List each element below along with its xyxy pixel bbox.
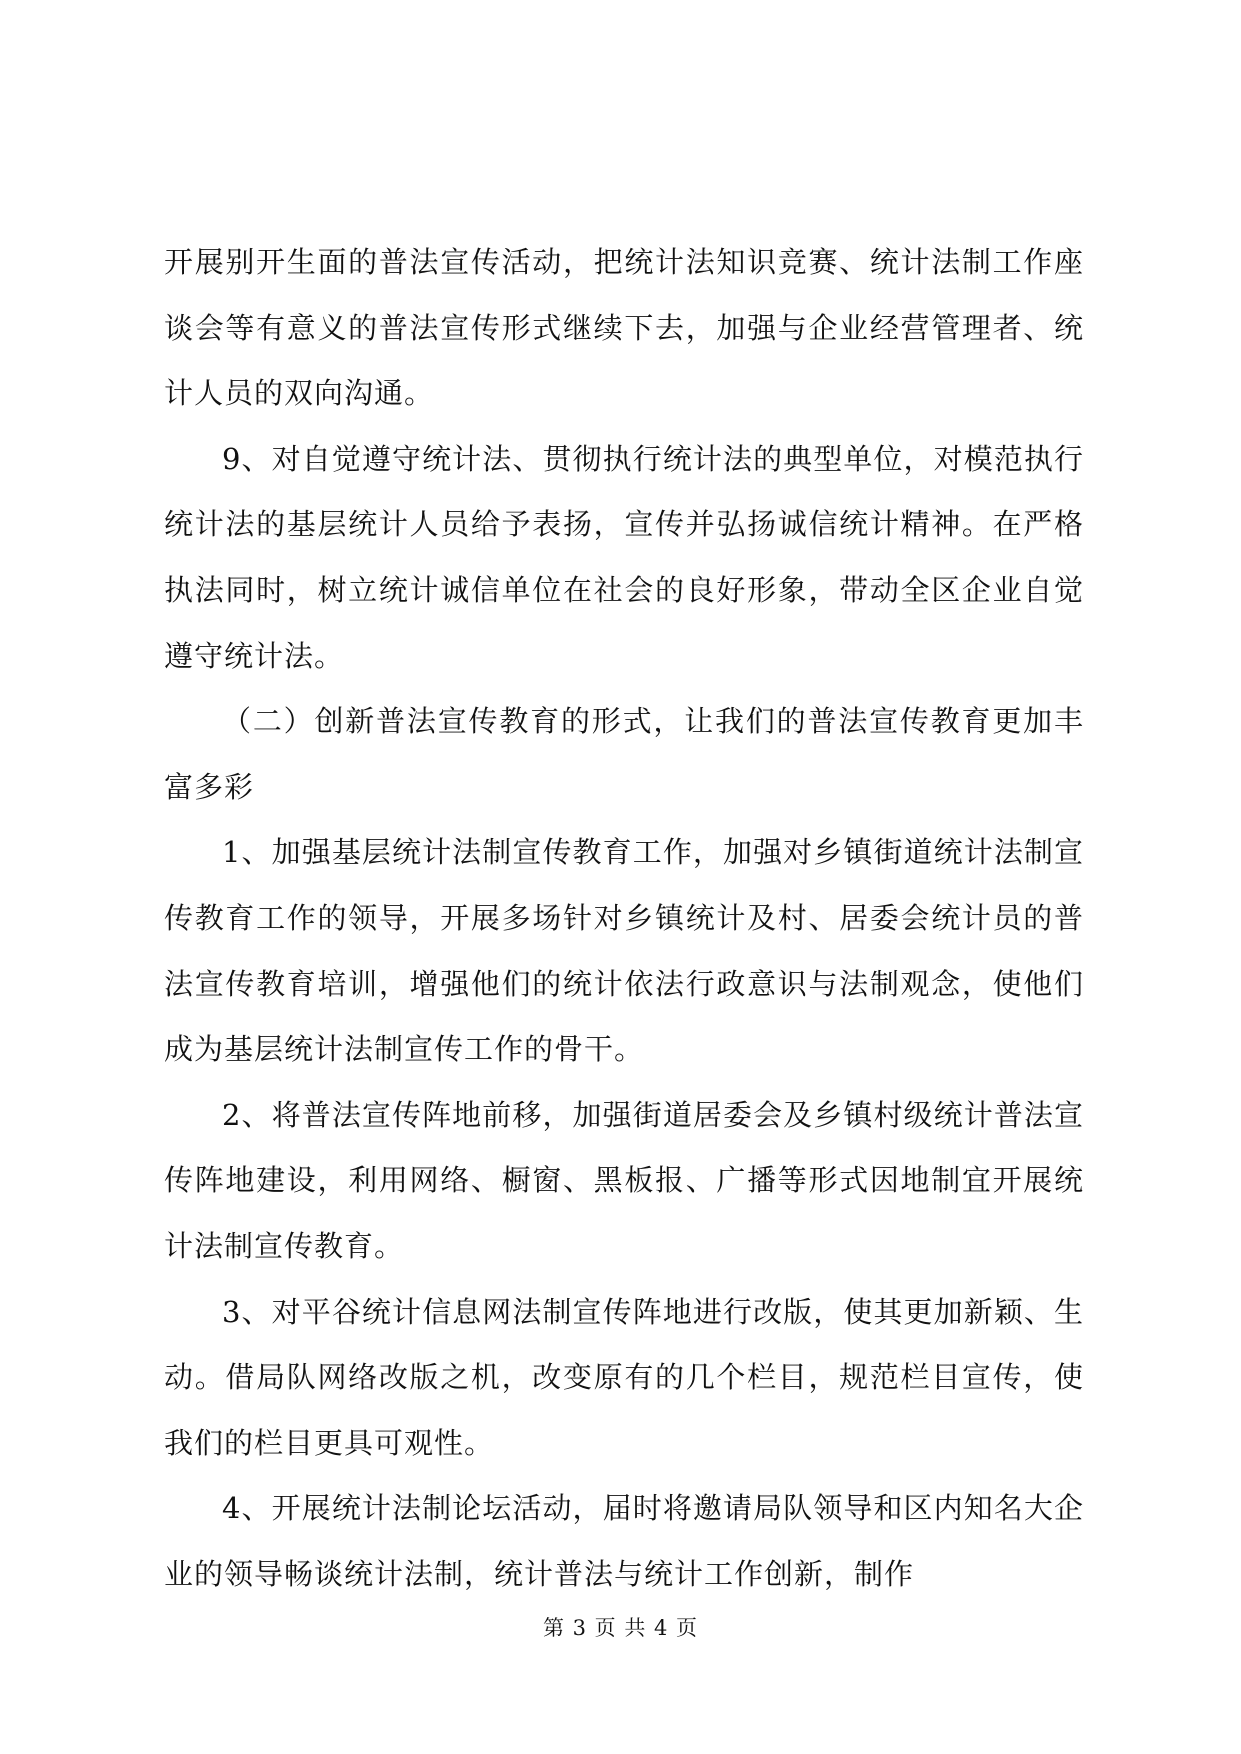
paragraph-item-1: 1、加强基层统计法制宣传教育工作，加强对乡镇街道统计法制宣传教育工作的领导，开展多场针对乡镇统计及村、居委会统计员的普法宣传教育培训，增强他们的统计依法行政意识与法制观念，使他们成为基层统计法制宣传工作的骨干。 — [164, 835, 1084, 1067]
paragraph-continuation: 开展别开生面的普法宣传活动，把统计法知识竞赛、统计法制工作座谈会等有意义的普法宣传形式继续下去，加强与企业经营管理者、统计人员的双向沟通。 — [164, 245, 1084, 411]
section-heading-2: （二）创新普法宣传教育的形式，让我们的普法宣传教育更加丰富多彩 — [164, 704, 1084, 804]
paragraph-item-9: 9、对自觉遵守统计法、贯彻执行统计法的典型单位，对模范执行统计法的基层统计人员给予表扬，宣传并弘扬诚信统计精神。在严格执法同时，树立统计诚信单位在社会的良好形象，带动全区企业自觉遵守统计法。 — [164, 441, 1084, 673]
paragraph-item-3: 3、对平谷统计信息网法制宣传阵地进行改版，使其更加新颖、生动。借局队网络改版之机，改变原有的几个栏目，规范栏目宣传，使我们的栏目更具可观性。 — [164, 1294, 1084, 1460]
paragraph-item-4: 4、开展统计法制论坛活动，届时将邀请局队领导和区内知名大企业的领导畅谈统计法制，统计普法与统计工作创新，制作 — [164, 1491, 1084, 1591]
paragraph-item-2: 2、将普法宣传阵地前移，加强街道居委会及乡镇村级统计普法宣传阵地建设，利用网络、橱窗、黑板报、广播等形式因地制宜开展统计法制宣传教育。 — [164, 1097, 1084, 1263]
page-footer: 第 3 页 共 4 页 — [542, 1616, 699, 1640]
document-body — [164, 230, 1084, 1607]
